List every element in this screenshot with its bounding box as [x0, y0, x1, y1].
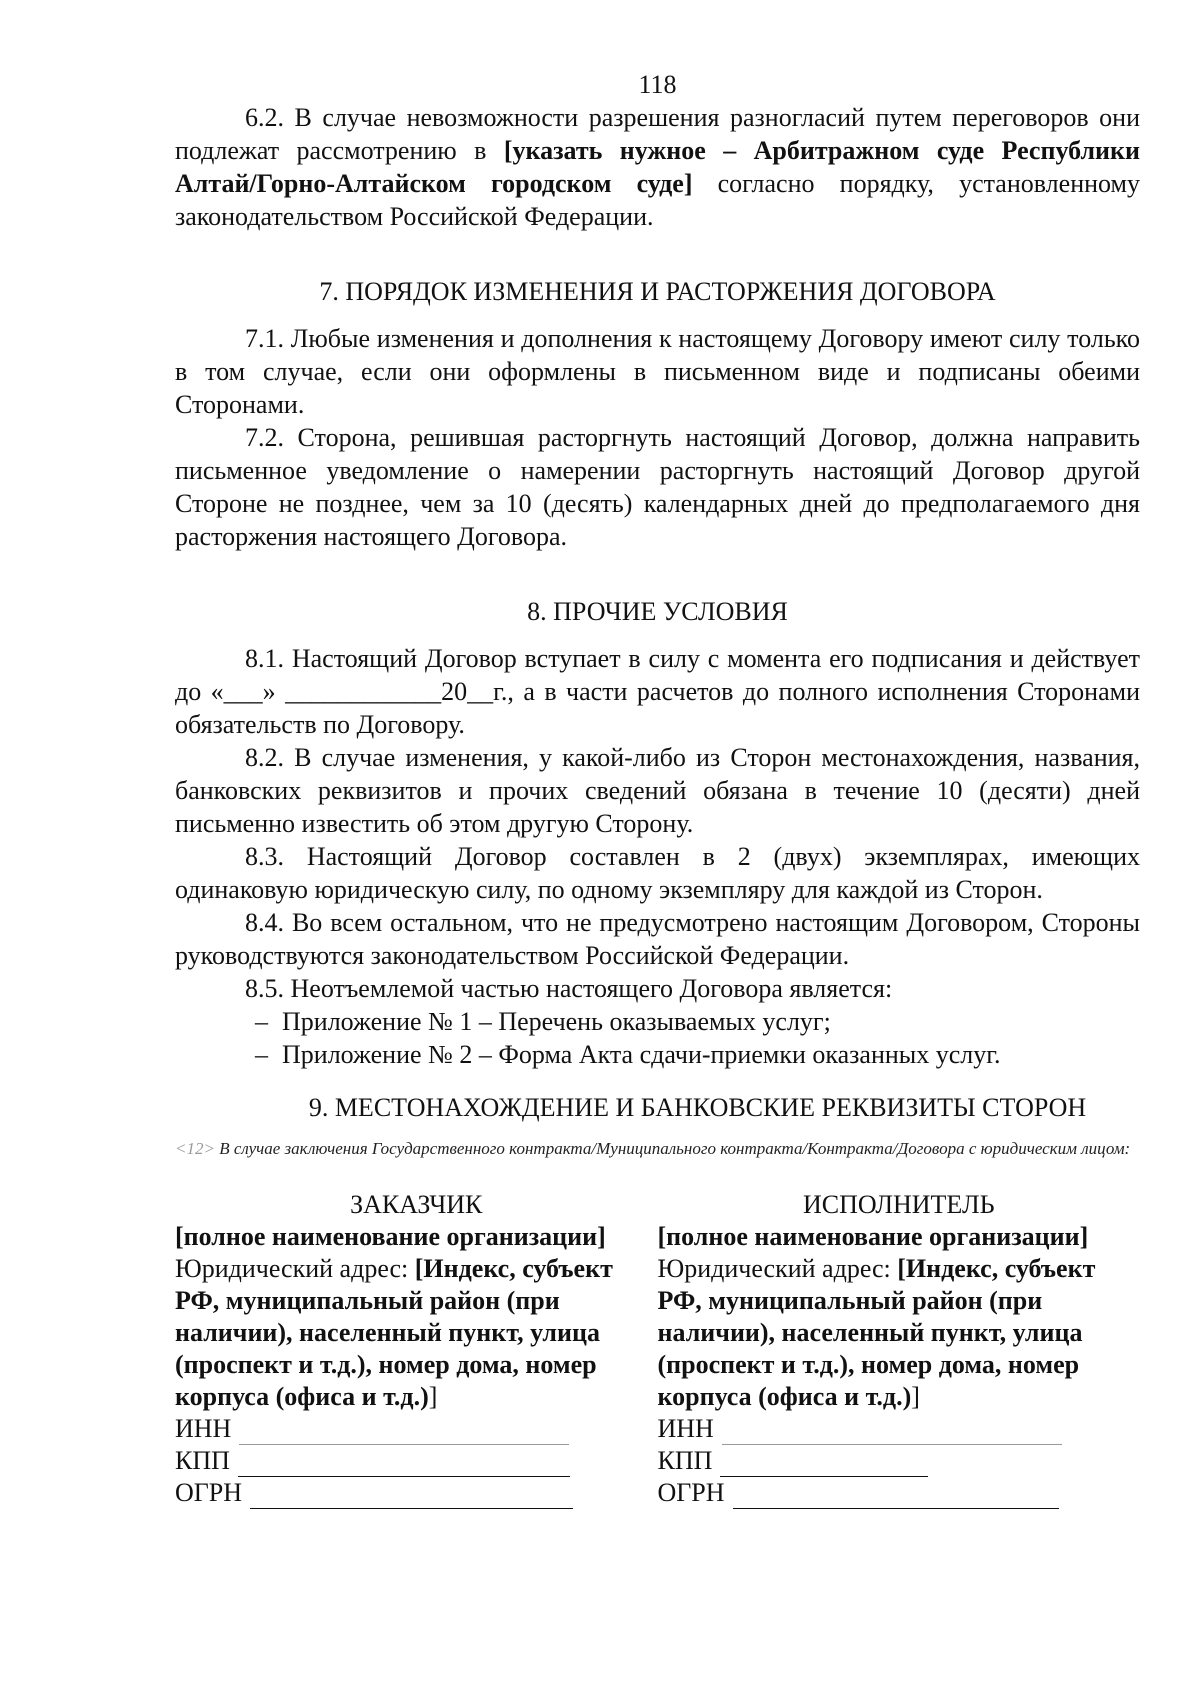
customer-ogrn-field [175, 1477, 658, 1509]
section-9-title: 9. МЕСТОНАХОЖДЕНИЕ И БАНКОВСКИЕ РЕКВИЗИТЫ СТОРОН [308, 1093, 1087, 1122]
clause-8-4: 8.4. Во всем остальном, что не предусмотрено настоящим Договором, Стороны руководствуются законодательством Российской Федерации. [175, 908, 1140, 970]
list-item: – Приложение № 1 – Перечень оказываемых услуг; [175, 1005, 1140, 1038]
contractor-address [658, 1253, 1141, 1413]
court-placeholder: [указать нужное – Арбитражном суде Республики Алтай/Горно-Алтайском городском суде] [175, 136, 1140, 198]
address-end: ] [428, 1382, 438, 1411]
kpp-blank [238, 1452, 570, 1477]
address-placeholder: [Индекс, субъект РФ, муниципальный район (при наличии), населенный пункт, улица (проспект и т.д.), номер дома, номер корпуса (офиса и т.д.) [657, 1254, 1096, 1411]
clause-7-1: 7.1. Любые изменения и дополнения к настоящему Договору имеют силу только в том случае, если они оформлены в письменном виде и подписаны обеими Сторонами. [175, 324, 1140, 419]
appendix-list [175, 1005, 1140, 1071]
address-label: Юридический адрес: [175, 1254, 415, 1283]
customer-address [175, 1253, 658, 1413]
customer-inn-field [175, 1413, 658, 1445]
clause-7-2: 7.2. Сторона, решившая расторгнуть настоящий Договор, должна направить письменное уведомление о намерении расторгнуть настоящий Договор другой Стороне не позднее, чем за 10 (десять) календарных дней до предполагаемого дня расторжения настоящего Договора. [175, 423, 1140, 551]
inn-label: ИНН [175, 1414, 232, 1443]
footnote-text: В случае заключения Государственного контракта/Муниципального контракта/Контракта/Договора с юридическим лицом: [214, 1139, 1131, 1158]
clause-6-2 [175, 101, 1140, 233]
address-label: Юридический адрес: [657, 1254, 898, 1283]
list-item: – Приложение № 2 – Форма Акта сдачи-приемки оказанных услуг. [175, 1038, 1140, 1071]
inn-blank [239, 1420, 569, 1445]
address-end: ] [911, 1382, 920, 1411]
footnote [175, 1136, 1140, 1161]
page-number: 118 [638, 70, 677, 99]
document-page [175, 68, 1140, 1509]
address-placeholder: [Индекс, субъект РФ, муниципальный район (при наличии), населенный пункт, улица (проспект и т.д.), номер дома, номер корпуса (офиса и т.д.) [175, 1254, 613, 1411]
ogrn-label: ОГРН [175, 1478, 243, 1507]
customer-name: [полное наименование организации] [175, 1222, 606, 1251]
contractor-ogrn-field [658, 1477, 1141, 1509]
party-columns [175, 1189, 1140, 1509]
clause-6-2-tail: согласно порядку, установленному законодательством Российской Федерации. [175, 169, 1140, 231]
clause-8-2: 8.2. В случае изменения, у какой-либо из Сторон местонахождения, названия, банковских реквизитов и прочих сведений обязана в течение 10 (десяти) дней письменно известить об этом другую Сторону. [175, 743, 1140, 838]
kpp-label: КПП [657, 1446, 713, 1475]
contractor-title: ИСПОЛНИТЕЛЬ [802, 1190, 995, 1219]
clause-8-3: 8.3. Настоящий Договор составлен в 2 (двух) экземплярах, имеющих одинаковую юридическую силу, по одному экземпляру для каждой из Сторон. [175, 842, 1140, 904]
section-8-title: 8. ПРОЧИЕ УСЛОВИЯ [527, 597, 788, 626]
inn-blank [722, 1420, 1062, 1445]
customer-block [175, 1189, 658, 1509]
ogrn-blank [250, 1484, 573, 1509]
contractor-inn-field [658, 1413, 1141, 1445]
kpp-label: КПП [175, 1446, 230, 1475]
contractor-kpp-field [658, 1445, 1141, 1477]
section-7-title: 7. ПОРЯДОК ИЗМЕНЕНИЯ И РАСТОРЖЕНИЯ ДОГОВОРА [319, 277, 996, 306]
footnote-ref: <12> [175, 1139, 215, 1158]
contractor-name: [полное наименование организации] [657, 1222, 1089, 1251]
inn-label: ИНН [657, 1414, 714, 1443]
clause-6-2-text: 6.2. В случае невозможности разрешения разногласий путем переговоров они подлежат рассмотрению в [175, 103, 1140, 165]
ogrn-blank [733, 1484, 1059, 1509]
customer-title: ЗАКАЗЧИК [350, 1190, 483, 1219]
clause-8-1: 8.1. Настоящий Договор вступает в силу с момента его подписания и действует до «___» ____________20__г., а в части расчетов до полного исполнения Сторонами обязательств по Договору. [175, 644, 1140, 739]
clause-8-5: 8.5. Неотъемлемой частью настоящего Договора является: [245, 974, 893, 1003]
contractor-block [658, 1189, 1141, 1509]
kpp-blank [720, 1452, 928, 1477]
ogrn-label: ОГРН [657, 1478, 725, 1507]
customer-kpp-field [175, 1445, 658, 1477]
